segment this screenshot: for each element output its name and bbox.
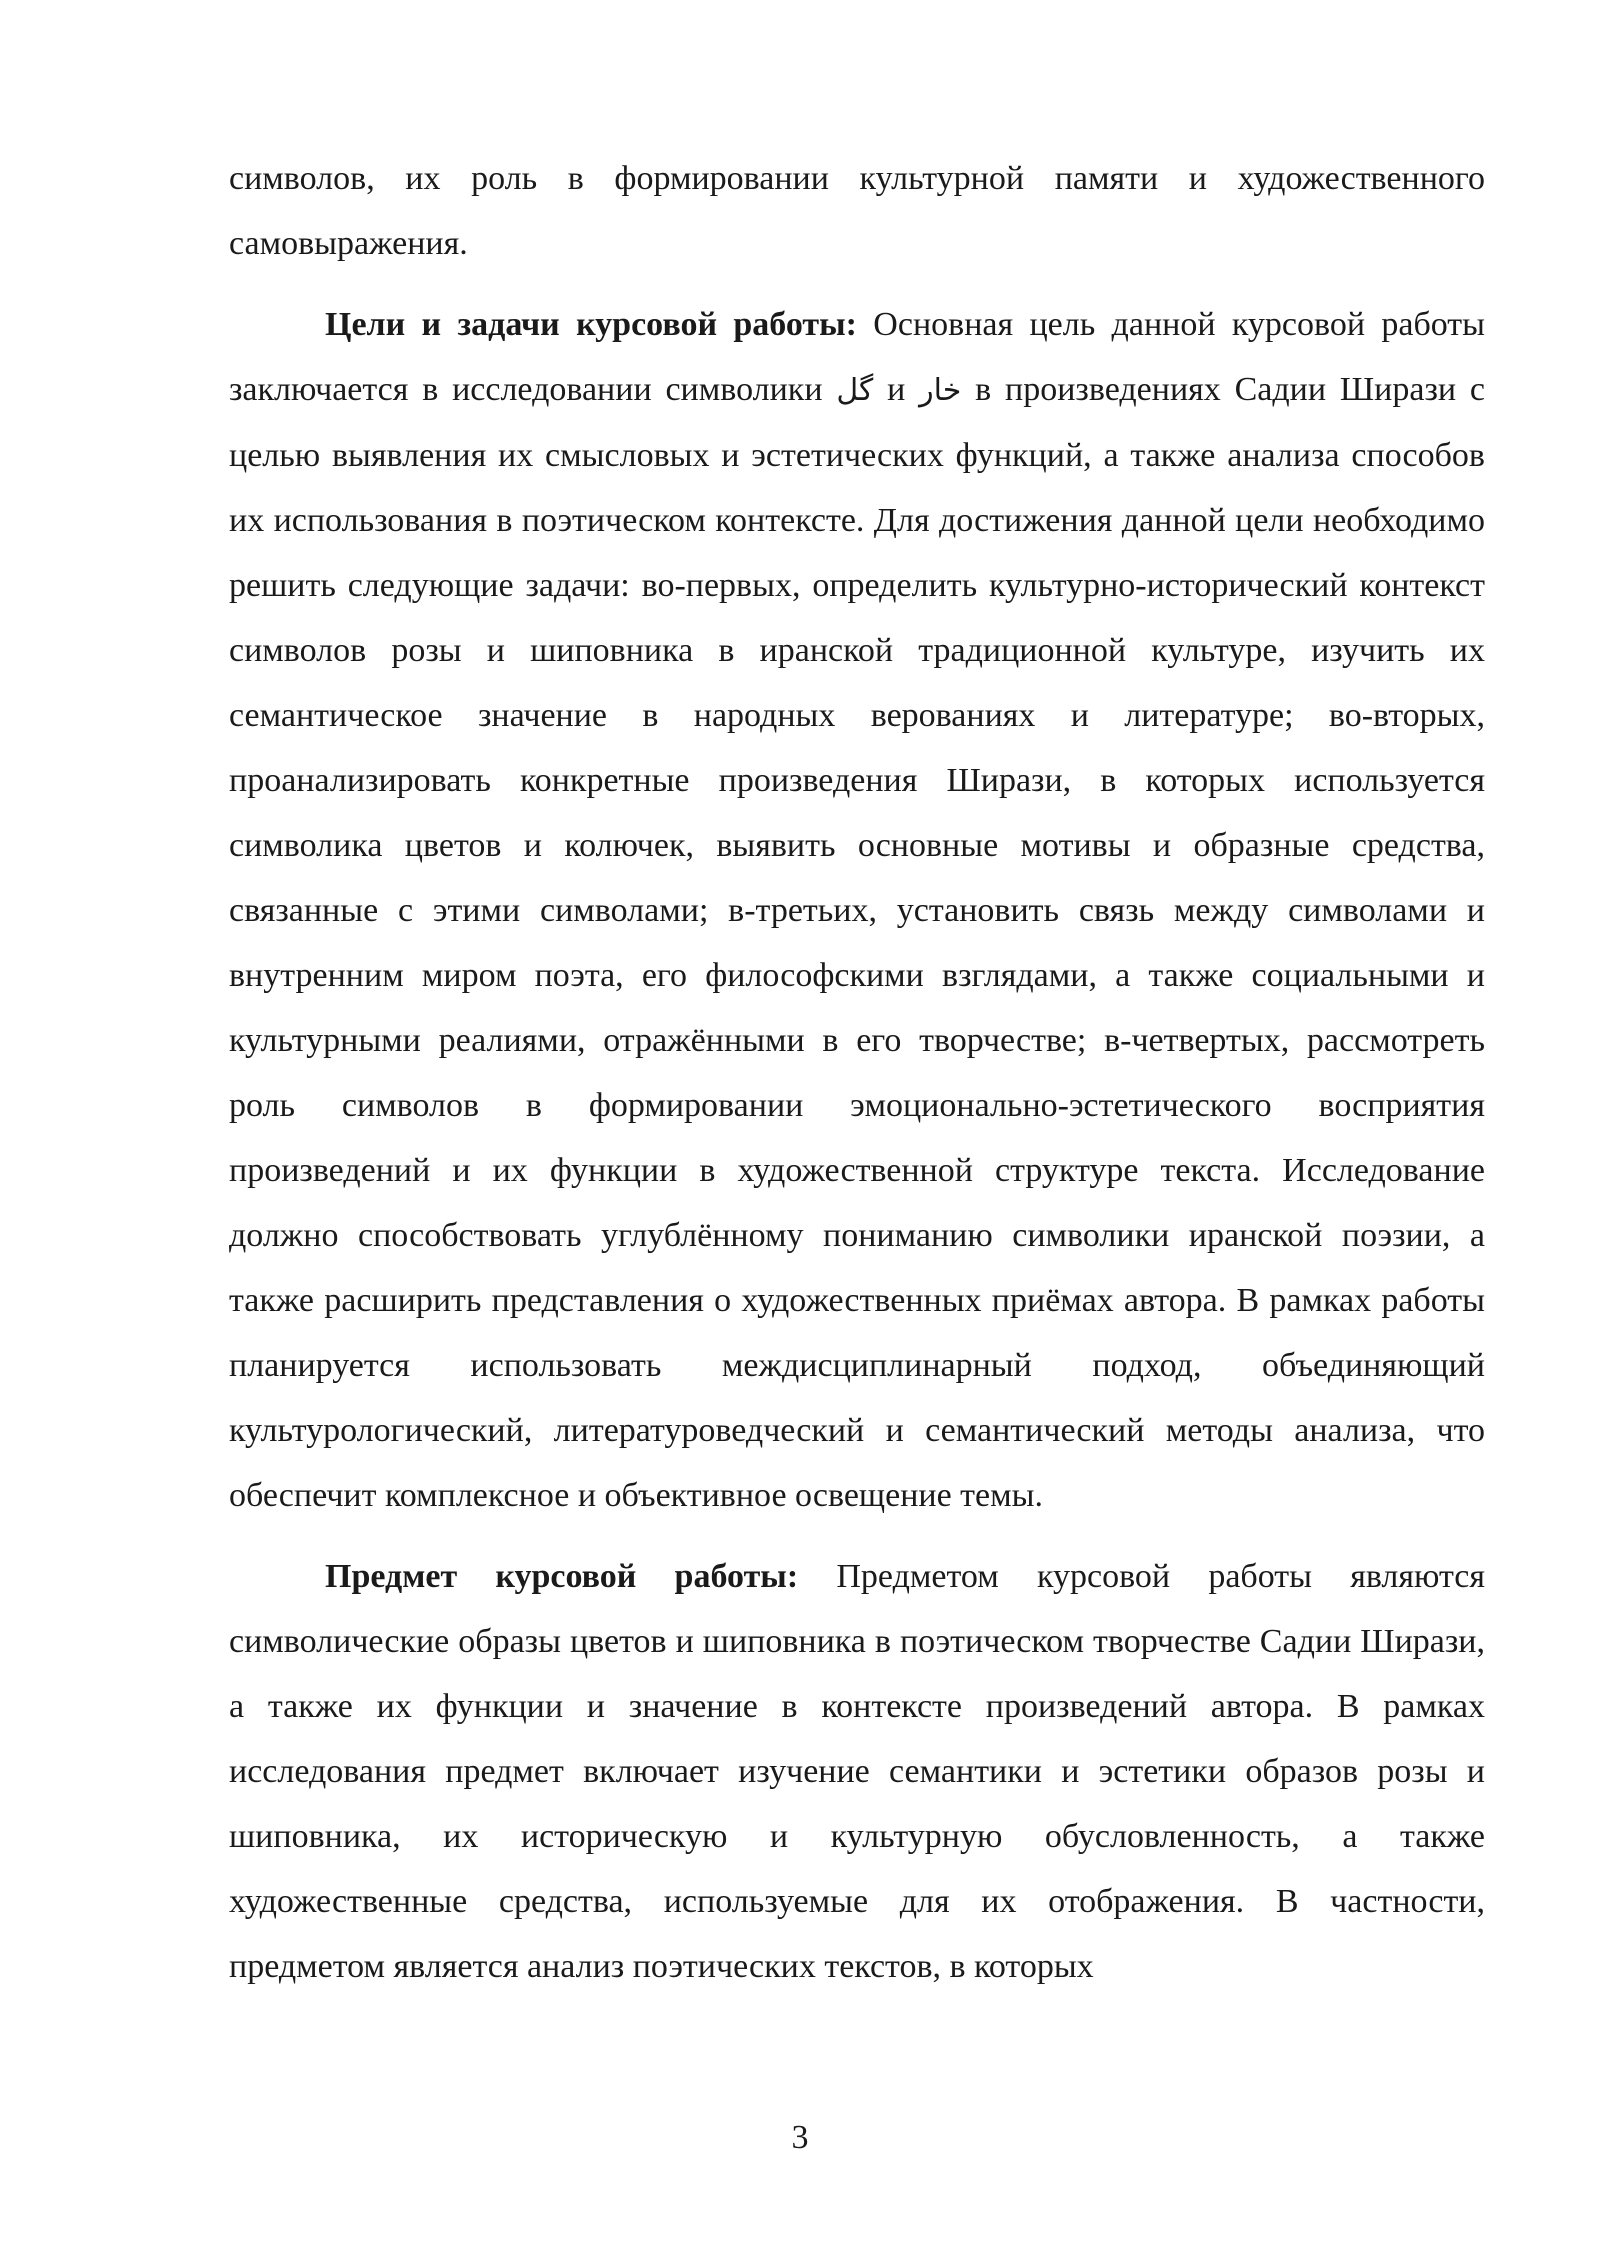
paragraph-text: символов, их роль в формировании культурной памяти и художественного самовыражения. (229, 160, 1485, 262)
paragraph-continuation (229, 146, 1485, 276)
subject-heading: Предмет курсовой работы: (325, 1558, 799, 1595)
page-number: 3 (791, 2119, 809, 2156)
body-text (229, 146, 1485, 1999)
goals-heading: Цели и задачи курсовой работы: (325, 306, 857, 343)
goals-conjunction: и (873, 371, 920, 408)
goals-text-start: Основная цель данной курсовой работы заключается в исследовании символики (229, 306, 1485, 408)
farsi-word-gol: گل (836, 373, 874, 408)
farsi-word-khar: خار (919, 373, 962, 408)
goals-text-rest: в произведениях Садии Ширази с целью выявления их смысловых и эстетических функций, а также анализа способов их использования в поэтическом контексте. Для достижения данной цели необходимо решить следующие задачи: во-первых, определить культурно-исторический контекст символов розы и шиповника в иранской традиционной культуре, изучить их семантическое значение в народных верованиях и литературе; во-вторых, проанализировать конкретные произведения Ширази, в которых используется символика цветов и колючек, выявить основные мотивы и образные средства, связанные с этими символами; в-третьих, установить связь между символами и внутренним миром поэта, его философскими взглядами, а также социальными и культурными реалиями, отражёнными в его творчестве; в-четвертых, рассмотреть роль символов в формировании эмоционально-эстетического восприятия произведений и их функции в художественной структуре текста. Исследование должно способствовать углублённому пониманию символики иранской поэзии, а также расширить представления о художественных приёмах автора. В рамках работы планируется использовать междисциплинарный подход, объединяющий культурологический, литературоведческий и семантический методы анализа, что обеспечит комплексное и объективное освещение темы. (229, 371, 1485, 1514)
paragraph-goals (229, 292, 1485, 1528)
paragraph-subject (229, 1544, 1485, 1999)
subject-text: Предметом курсовой работы являются символические образы цветов и шиповника в поэтическом творчестве Садии Ширази, а также их функции и значение в контексте произведений автора. В рамках исследования предмет включает изучение семантики и эстетики образов розы и шиповника, их историческую и культурную обусловленность, а также художественные средства, используемые для их отображения. В частности, предметом является анализ поэтических текстов, в которых (229, 1558, 1485, 1985)
